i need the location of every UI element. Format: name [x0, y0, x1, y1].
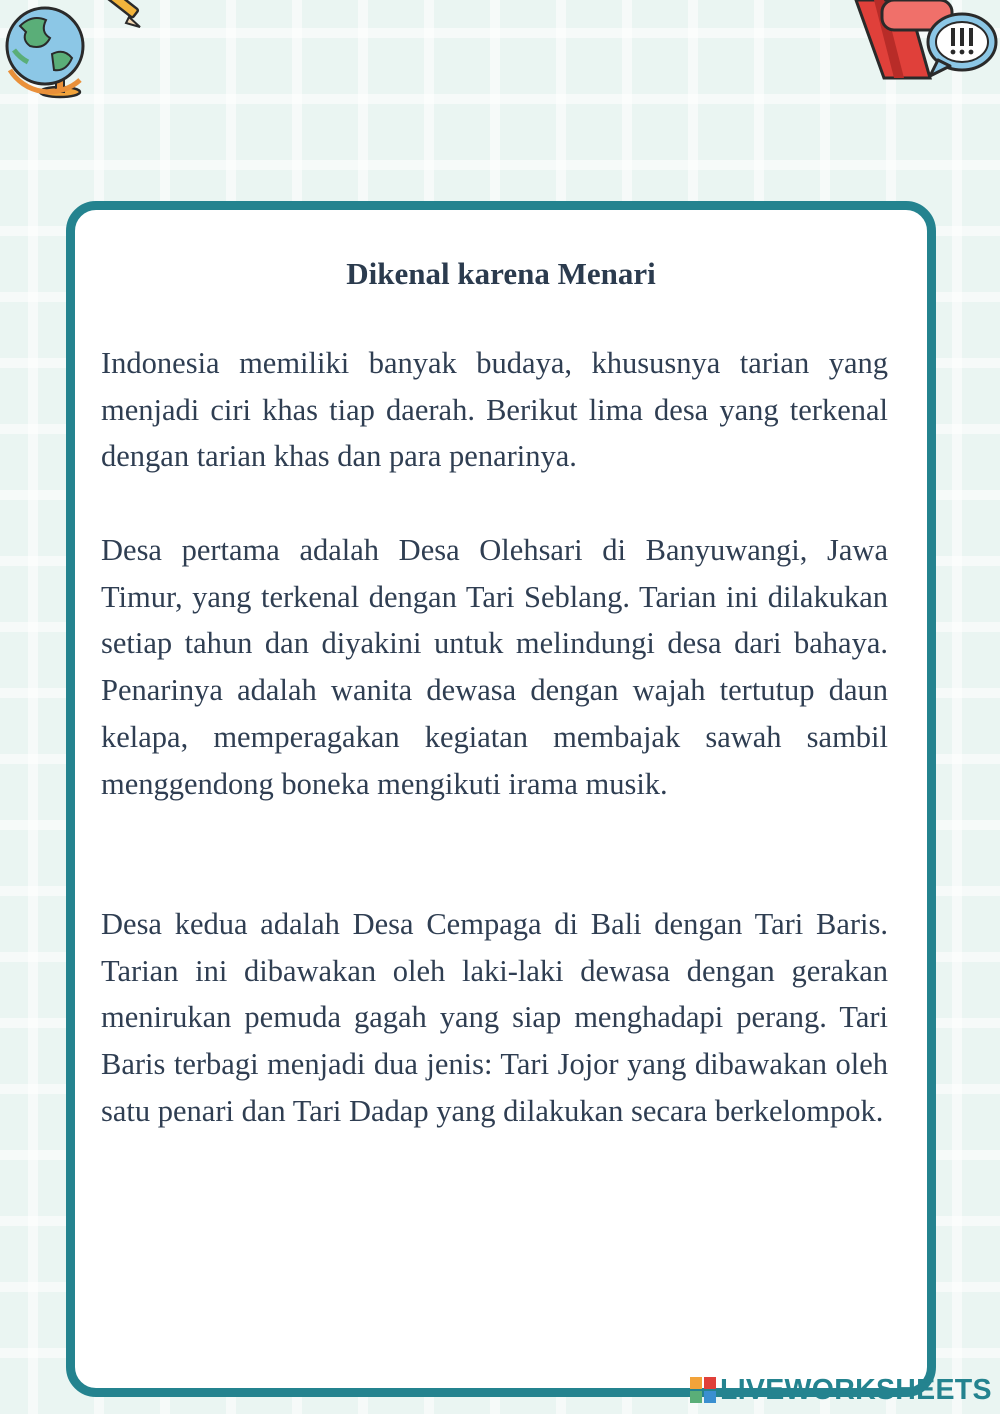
liveworksheets-logo: [690, 1374, 992, 1406]
liveworksheets-logo-icon: [690, 1377, 716, 1403]
speech-bubble-icon: [928, 14, 996, 76]
paragraph-olehsari: Desa pertama adalah Desa Olehsari di Banyuwangi, Jawa Timur, yang terkenal dengan Tari Seblang. Tarian ini dilakukan setiap tahun dan diyakini untuk melindungi desa dari bahaya. Penarinya adalah wanita dewasa dengan wajah tertutup daun kelapa, memperagakan kegiatan membajak sawah sambil menggendong boneka mengikuti irama musik.: [101, 533, 888, 801]
liveworksheets-logo-text: LIVEWORKSHEETS: [720, 1373, 992, 1406]
globe-icon: [0, 0, 145, 100]
reading-card: [66, 201, 936, 1397]
pencil-icon: [95, 0, 140, 27]
paragraph-intro: Indonesia memiliki banyak budaya, khususnya tarian yang menjadi ciri khas tiap daerah. Berikut lima desa yang terkenal dengan tarian khas dan para penarinya.: [101, 346, 888, 474]
book-speech-bubble-icon: [850, 0, 1000, 80]
article-title: Dikenal karena Menari: [346, 256, 656, 291]
paragraph-cempaga: Desa kedua adalah Desa Cempaga di Bali dengan Tari Baris. Tarian ini dibawakan oleh laki-laki dewasa dengan gerakan menirukan pemuda gagah yang siap menghadapi perang. Tari Baris terbagi menjadi dua jenis: Tari Jojor yang dibawakan oleh satu penari dan Tari Dadap yang dilakukan secara berkelompok.: [101, 907, 888, 1128]
